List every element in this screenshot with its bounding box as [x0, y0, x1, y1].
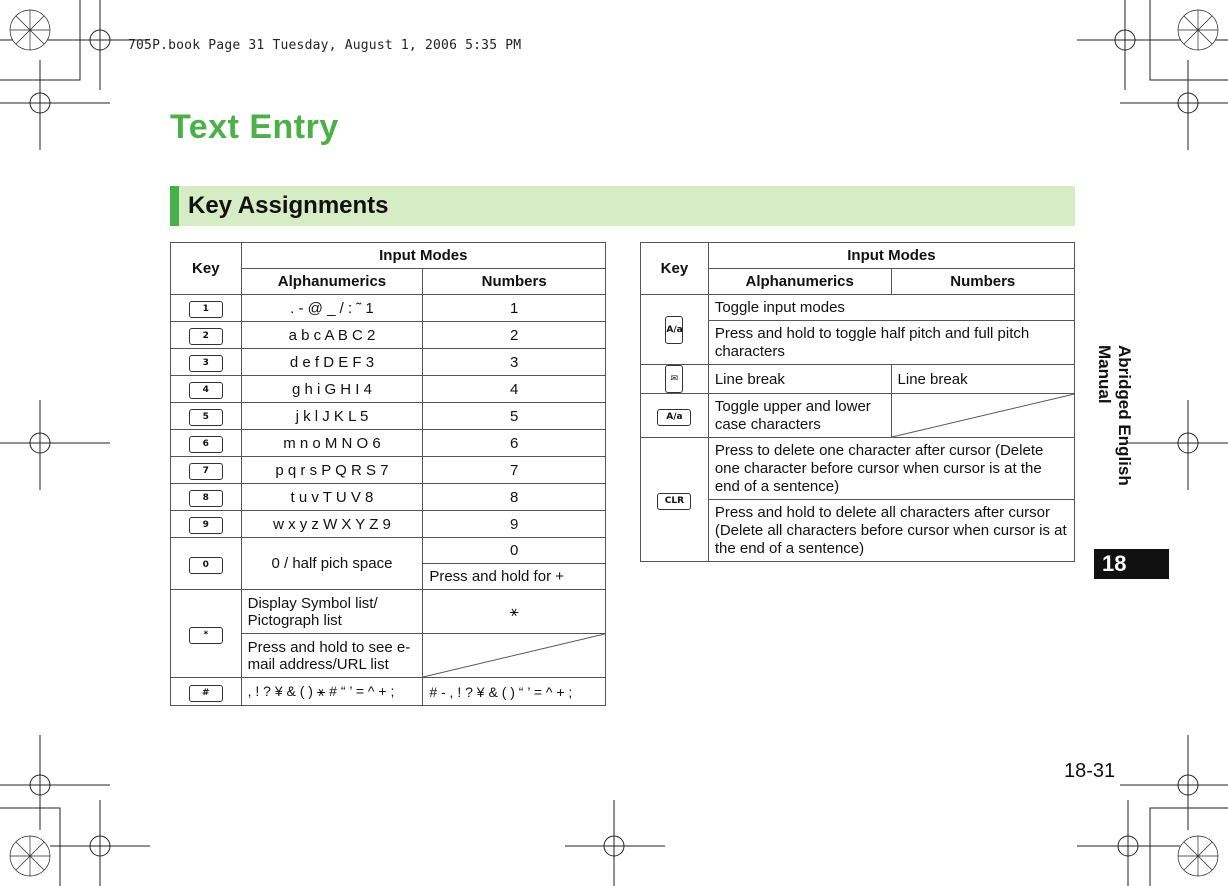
- header-key: Key: [641, 243, 709, 295]
- num-hold-cell: Press and hold for +: [423, 564, 606, 590]
- num-cell: 8: [423, 484, 606, 511]
- key-3-icon: 3: [189, 355, 223, 372]
- clear-key-icon: CLR: [657, 493, 691, 510]
- alpha-cell: . - @ _ / : ˜ 1: [241, 295, 423, 322]
- alpha-cell: , ! ? ¥ & ( ) ⚹ # “ ’ = ^ + ;: [241, 678, 423, 706]
- num-cell: 5: [423, 403, 606, 430]
- page-number: 18-31: [1064, 760, 1116, 782]
- alpha-cell: m n o M N O 6: [241, 430, 423, 457]
- alpha-cell: Display Symbol list/ Pictograph list: [241, 590, 423, 634]
- num-cell: 3: [423, 349, 606, 376]
- print-header: 705P.book Page 31 Tuesday, August 1, 2006 5:35 PM: [128, 38, 522, 53]
- num-cell: ⚹: [423, 590, 606, 634]
- line-break-alpha-cell: Line break: [708, 365, 891, 394]
- num-cell: 4: [423, 376, 606, 403]
- header-numbers: Numbers: [423, 269, 606, 295]
- num-cell: 0: [423, 538, 606, 564]
- case-key-icon: A/a: [657, 409, 691, 426]
- alpha-cell: p q r s P Q R S 7: [241, 457, 423, 484]
- key-8-icon: 8: [189, 490, 223, 507]
- alpha-cell: j k l J K L 5: [241, 403, 423, 430]
- key-2-icon: 2: [189, 328, 223, 345]
- header-input-modes: Input Modes: [708, 243, 1074, 269]
- delete-one-cell: Press to delete one character after cursor (Delete one character before cursor when cursor is at the end of a sentence): [708, 438, 1074, 500]
- header-numbers: Numbers: [891, 269, 1074, 295]
- case-toggle-cell: Toggle upper and lower case characters: [708, 394, 891, 438]
- alpha-cell: a b c A B C 2: [241, 322, 423, 349]
- num-cell: 2: [423, 322, 606, 349]
- chapter-badge: 18: [1094, 549, 1169, 579]
- alpha-cell: w x y z W X Y Z 9: [241, 511, 423, 538]
- key-hash-icon: #: [189, 685, 223, 702]
- page-title: Text Entry: [170, 108, 339, 146]
- key-7-icon: 7: [189, 463, 223, 480]
- num-cell: 7: [423, 457, 606, 484]
- mode-toggle-cell: Toggle input modes: [708, 295, 1074, 321]
- key-9-icon: 9: [189, 517, 223, 534]
- delete-all-cell: Press and hold to delete all characters after cursor (Delete all characters before cursor when cursor is at the end of a sentence): [708, 500, 1074, 562]
- num-cell: # - , ! ? ¥ & ( ) “ ’ = ^ + ;: [423, 678, 606, 706]
- alpha-hold-cell: Press and hold to see e-mail address/URL list: [241, 634, 423, 678]
- alpha-cell: 0 / half pich space: [241, 538, 423, 590]
- header-key: Key: [171, 243, 242, 295]
- num-cell: 6: [423, 430, 606, 457]
- alpha-cell: t u v T U V 8: [241, 484, 423, 511]
- key-1-icon: 1: [189, 301, 223, 318]
- key-5-icon: 5: [189, 409, 223, 426]
- header-input-modes: Input Modes: [241, 243, 605, 269]
- header-alphanumerics: Alphanumerics: [708, 269, 891, 295]
- mode-key-icon: A/a: [665, 316, 683, 344]
- alpha-cell: d e f D E F 3: [241, 349, 423, 376]
- section-title: Key Assignments: [188, 192, 389, 219]
- manual-label: Abridged English Manual: [1095, 345, 1134, 486]
- mode-hold-cell: Press and hold to toggle half pitch and full pitch characters: [708, 321, 1074, 365]
- num-cell: 1: [423, 295, 606, 322]
- key-4-icon: 4: [189, 382, 223, 399]
- mail-key-icon: ✉: [665, 365, 683, 393]
- key-0-icon: 0: [189, 557, 223, 574]
- header-alphanumerics: Alphanumerics: [241, 269, 423, 295]
- key-star-icon: *: [189, 627, 223, 644]
- key-6-icon: 6: [189, 436, 223, 453]
- line-break-num-cell: Line break: [891, 365, 1074, 394]
- alpha-cell: g h i G H I 4: [241, 376, 423, 403]
- num-cell: 9: [423, 511, 606, 538]
